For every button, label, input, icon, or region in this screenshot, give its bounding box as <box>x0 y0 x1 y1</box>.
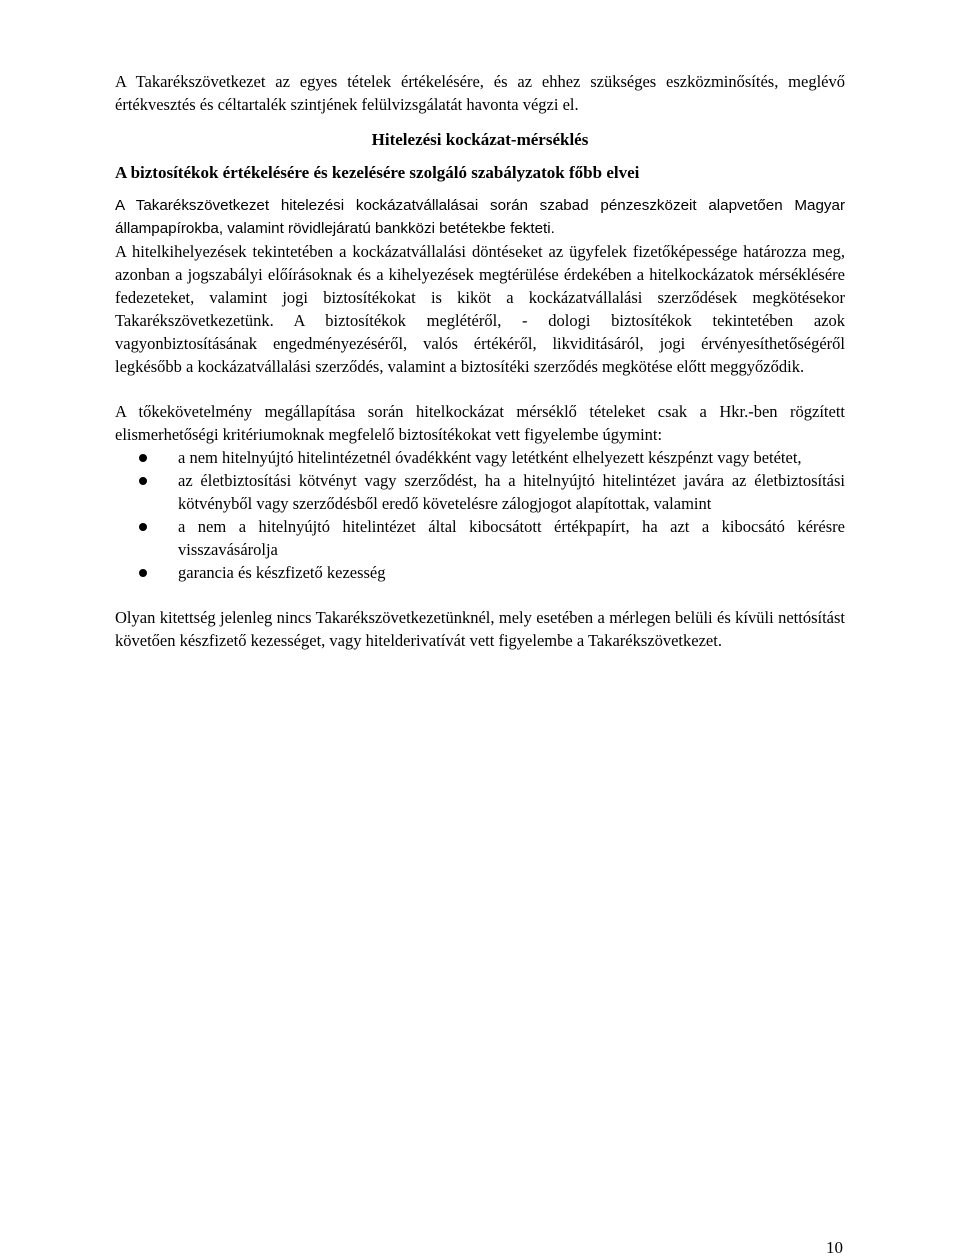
investment-paragraph: A Takarékszövetkezet hitelezési kockázatvállalásai során szabad pénzeszközeit alapvetően Magyar állampapírokba, valamint rövidlejáratú bankközi betétekbe fekteti. <box>115 197 845 237</box>
bullet-icon <box>139 569 147 577</box>
document-page <box>115 70 845 652</box>
exposure-paragraph: Olyan kitettség jelenleg nincs Takarékszövetkezetünknél, mely esetében a mérlegen belüli és kívüli nettósítást követően készfizető kezességet, vagy hitelderivatívát vett figyelembe a Takarékszövetkezet. <box>115 608 845 650</box>
list-item-text: az életbiztosítási kötvényt vagy szerződést, ha a hitelnyújtó hitelintézet javára az életbiztosítási kötvényből vagy szerződésből eredő követelésre zálogjogot alapítottak, valamint <box>178 471 845 513</box>
list-item <box>115 469 845 515</box>
list-item-text: a nem hitelnyújtó hitelintézetnél óvadékként vagy letétként elhelyezett készpénzt vagy betétet, <box>178 448 802 467</box>
intro-paragraph: A Takarékszövetkezet az egyes tételek értékelésére, és az ehhez szükséges eszközminősítés, meglévő értékvesztés és céltartalék szintjének felülvizsgálatát havonta végzi el. <box>115 72 845 114</box>
capital-requirement-paragraph: A tőkekövetelmény megállapítása során hitelkockázat mérséklő tételeket csak a Hkr.-ben rögzített elismerhetőségi kritériumoknak megfelelő biztosítékokat vett figyelembe úgymint: <box>115 402 845 444</box>
list-item <box>115 515 845 561</box>
bullet-icon <box>139 477 147 485</box>
list-item <box>115 561 845 584</box>
section-title: Hitelezési kockázat-mérséklés <box>371 130 589 149</box>
collateral-list <box>115 446 845 584</box>
bullet-icon <box>139 523 147 531</box>
subsection-title: A biztosítékok értékelésére és kezelésére szolgáló szabályzatok főbb elvei <box>115 163 640 182</box>
page-number: 10 <box>826 1238 843 1257</box>
list-item-text: a nem a hitelnyújtó hitelintézet által kibocsátott értékpapírt, ha azt a kibocsátó kérésre visszavásárolja <box>178 517 845 559</box>
risk-paragraph <box>115 240 845 378</box>
collateral-text: A biztosítékok meglétéről, - dologi biztosítékok tekintetében azok vagyonbiztosításának engedményezéséről, valós értékéről, likviditásáról, jogi érvényesíthetőségéről legkésőbb a kockázatvállalási szerződés, valamint a biztosítéki szerződés megkötése előtt meggyőződik. <box>115 311 845 376</box>
risk-text: A hitelkihelyezések tekintetében a kockázatvállalási döntéseket az ügyfelek fizetőképessége határozza meg, azonban a jogszabályi előírásoknak és a kihelyezések megtérülése érdekében a hitelkockázatok mérséklésére fedezeteket, valamint jogi biztosítékokat is kiköt a kockázatvállalási szerződések megkötésekor Takarékszövetkezetünk. <box>115 242 845 330</box>
bullet-icon <box>139 454 147 462</box>
list-item <box>115 446 845 469</box>
list-item-text: garancia és készfizető kezesség <box>178 563 386 582</box>
